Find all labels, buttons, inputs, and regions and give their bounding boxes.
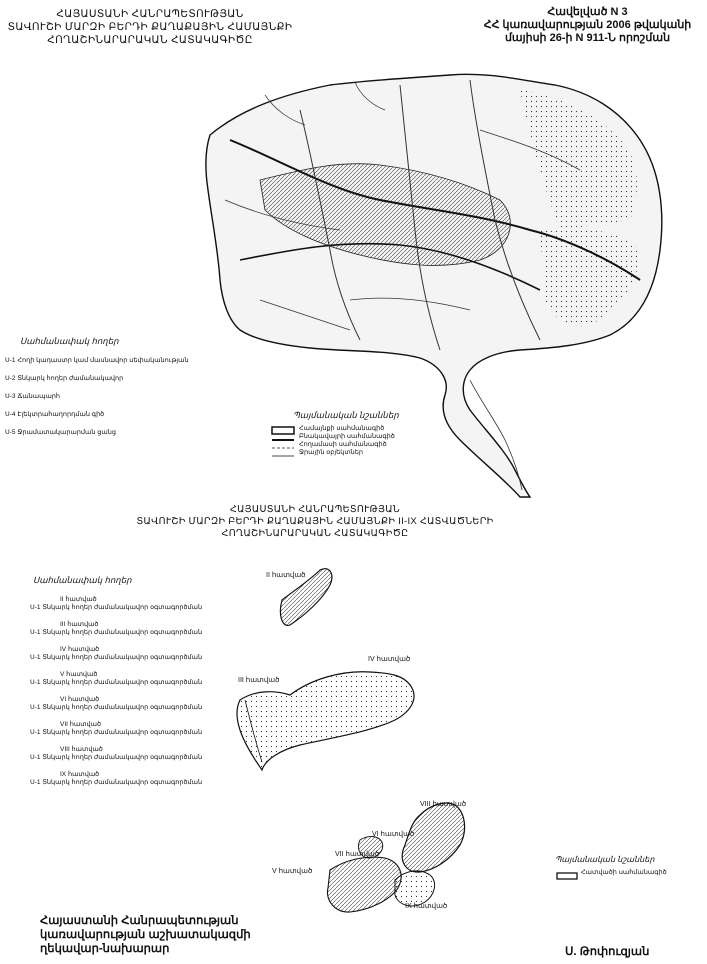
map2-section-entry — [5, 771, 205, 787]
section-heading: VII հատված — [60, 721, 102, 728]
map2-label-vii: VII հատված — [335, 851, 380, 858]
map1-left-legend-item: Ս-4 Էլեկտրահաղորդման գիծ — [5, 411, 105, 418]
map2-title-line3: ՀՈՂԱՇԻՆԱՐԱՐԱԿԱՆ ՀԱՏԱԿԱԳԻԾԸ — [221, 528, 409, 539]
map1-title-line3: ՀՈՂԱՇԻՆԱՐԱՐԱԿԱՆ ՀԱՏԱԿԱԳԻԾԸ — [47, 34, 253, 46]
signature-name: Ս. Թոփուզյան — [565, 946, 650, 958]
signature-position — [40, 914, 340, 956]
map2-right-legend-title: Պայմանական նշաններ — [555, 855, 655, 864]
map2-label-iii: III հատված — [238, 677, 280, 684]
section-heading: IV հատված — [60, 646, 100, 653]
section-heading: III հատված — [60, 621, 99, 628]
annex-decree-line: ՀՀ կառավարության 2006 թվականի — [483, 19, 692, 31]
map2-left-legend — [5, 575, 205, 787]
section-heading: V հատված — [60, 671, 98, 678]
section-text: Ս-1 Տնկարկ հողեր ժամանակավոր օգտագործման — [30, 654, 203, 661]
section-heading: IX հատված — [60, 771, 100, 778]
section-text: Ս-1 Տնկարկ հողեր ժամանակավոր օգտագործման — [30, 779, 203, 786]
signature-line1: Հայաստանի Հանրապետության — [40, 915, 239, 927]
map2-label-ii: II հատված — [266, 572, 306, 579]
map1-left-legend-item: Ս-1 Հողի կադաստր կամ մասնավոր սեփականության — [5, 357, 189, 364]
signature-line3: ղեկավար-նախարար — [40, 943, 170, 955]
section-text: Ս-1 Տնկարկ հողեր ժամանակավոր օգտագործման — [30, 704, 203, 711]
section-heading: II հատված — [60, 596, 97, 603]
map2-label-ix: IX հատված — [405, 903, 448, 910]
section-text: Ս-1 Տնկարկ հողեր ժամանակավոր օգտագործման — [30, 754, 203, 761]
section-heading: VIII հատված — [60, 746, 103, 753]
map2-section-entry — [5, 696, 205, 712]
map2-title-line1: ՀԱՅԱՍՏԱՆԻ ՀԱՆՐԱՊԵՏՈՒԹՅԱՆ — [230, 504, 400, 515]
map2-section-entry — [5, 721, 205, 737]
map1-left-legend-item: Ս-5 Ջրամատակարարման ցանց — [5, 429, 116, 436]
map2-section-entry — [5, 596, 205, 612]
annex-number: Հավելված N 3 — [547, 6, 628, 18]
map1-title-line2: ՏԱՎՈՒՇԻ ՄԱՐԶԻ ԲԵՐԴԻ ՔԱՂԱՔԱՅԻՆ ՀԱՄԱՅՆՔԻ — [7, 21, 293, 33]
map1-right-legend-item: Ջրային օբյեկտներ — [299, 449, 364, 456]
section-text: Ս-1 Տնկարկ հողեր ժամանակավոր օգտագործման — [30, 679, 203, 686]
map2-label-viii: VIII հատված — [420, 801, 467, 808]
map2-section-entry — [5, 671, 205, 687]
map1-right-legend-item: Համայնքի սահմանագիծ — [299, 425, 385, 432]
map2-section-entry — [5, 646, 205, 662]
section-text: Ս-1 Տնկարկ հողեր ժամանակավոր օգտագործման — [30, 604, 203, 611]
map2-section-entry — [5, 621, 205, 637]
map2-legend-title: Սահմանափակ հողեր — [33, 575, 132, 585]
map1-right-legend-item: Հողամասի սահմանագիծ — [299, 441, 387, 448]
map1-left-legend-item: Ս-2 Տնկարկ հողեր ժամանակավոր — [5, 375, 124, 382]
map2-right-legend-item: Հատվածի սահմանագիծ — [581, 869, 667, 876]
map1-right-legend-title: Պայմանական նշաններ — [293, 410, 399, 420]
section-text: Ս-1 Տնկարկ հողեր ժամանակավոր օգտագործման — [30, 729, 203, 736]
section-heading: VI հատված — [60, 696, 100, 703]
map1-title-line1: ՀԱՅԱՍՏԱՆԻ ՀԱՆՐԱՊԵՏՈՒԹՅԱՆ — [56, 8, 244, 20]
map1-left-legend-title: Սահմանափակ հողեր — [20, 336, 119, 346]
annex-decree-date: մայիսի 26-ի N 911-Ն որոշման — [504, 32, 671, 44]
map1-right-legend-item: Բնակավայրի սահմանագիծ — [299, 433, 395, 440]
map2-label-vi: VI հատված — [372, 831, 415, 838]
signature-line2: կառավարության աշխատակազմի — [40, 929, 251, 941]
map2-label-v: V հատված — [272, 868, 313, 875]
map1-left-legend — [5, 336, 230, 437]
map2-title — [100, 504, 530, 540]
map1-right-legend — [275, 410, 475, 457]
map2-territory — [237, 569, 465, 912]
map2-section-entry — [5, 746, 205, 762]
section-text: Ս-1 Տնկարկ հողեր ժամանակավոր օգտագործման — [30, 629, 203, 636]
map2-label-iv: IV հատված — [368, 656, 411, 663]
map1-left-legend-item: Ս-3 Ճանապարհ — [5, 393, 61, 400]
map2-title-line2: ՏԱՎՈՒՇԻ ՄԱՐԶԻ ԲԵՐԴԻ ՔԱՂԱՔԱՅԻՆ ՀԱՄԱՅՆՔԻ II-IX ՀԱՏՎԱԾՆԵՐԻ — [136, 516, 494, 527]
map2-right-legend — [555, 855, 705, 877]
